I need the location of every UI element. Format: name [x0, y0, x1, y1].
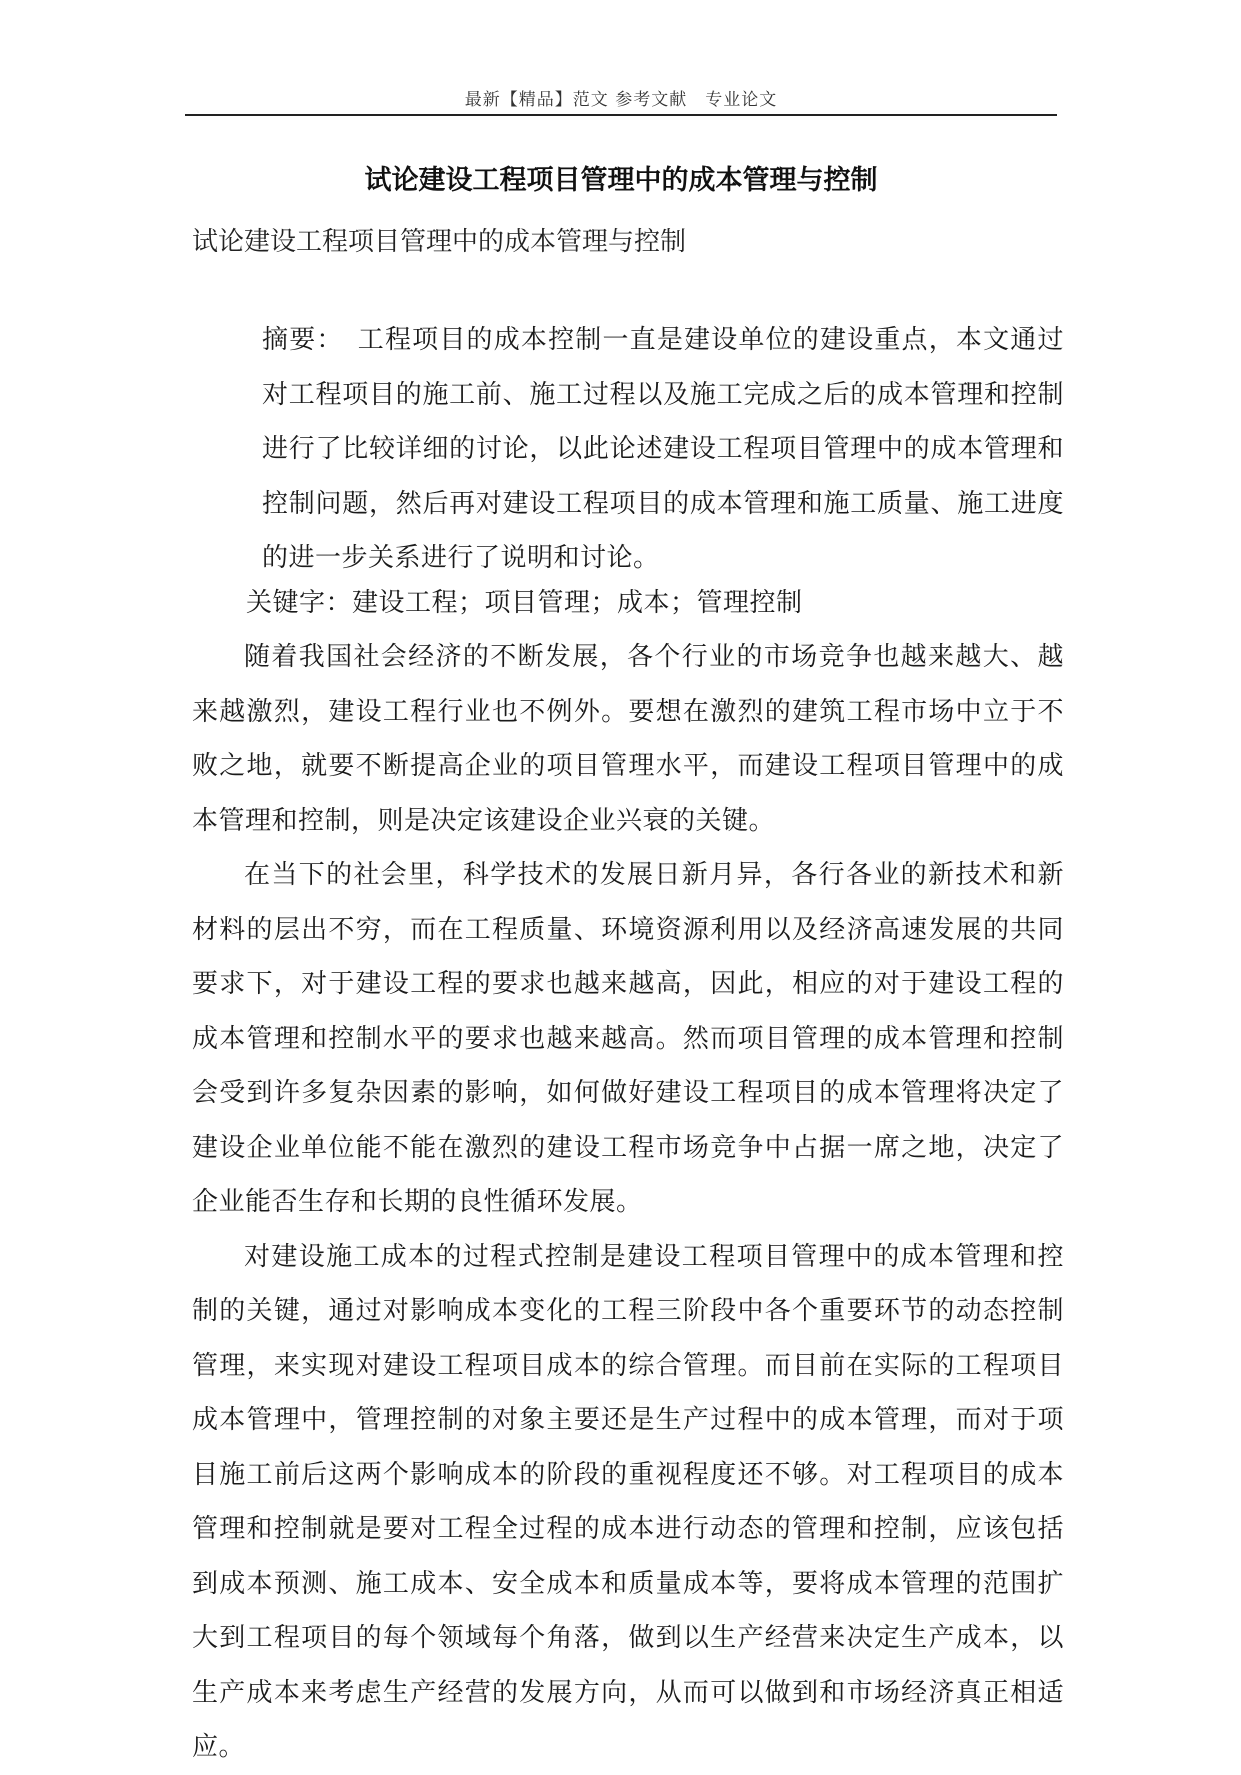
body-paragraph-3: 对建设施工成本的过程式控制是建设工程项目管理中的成本管理和控制的关键，通过对影响成本变化的工程三阶段中各个重要环节的动态控制管理，来实现对建设工程项目成本的综合管理。而目前在实际的工程项目成本管理中，管理控制的对象主要还是生产过程中的成本管理，而对于项目施工前后这两个影响成本的阶段的重视程度还不够。对工程项目的成本管理和控制就是要对工程全过程的成本进行动态的管理和控制，应该包括到成本预测、施工成本、安全成本和质量成本等，要将成本管理的范围扩大到工程项目的每个领域每个角落，做到以生产经营来决定生产成本，以生产成本来考虑生产经营的发展方向，从而可以做到和市场经济真正相适应。	[192, 1241, 1064, 1762]
keywords-line	[246, 576, 1064, 631]
abstract-section	[192, 313, 1064, 586]
keywords-section	[192, 576, 1064, 631]
keywords-label: 关键字：	[246, 588, 353, 618]
abstract-text: 工程项目的成本控制一直是建设单位的建设重点，本文通过对工程项目的施工前、施工过程以及施工完成之后的成本管理和控制进行了比较详细的讨论，以此论述建设工程项目管理中的成本管理和控制问题，然后再对建设工程项目的成本管理和施工质量、施工进度的进一步关系进行了说明和讨论。	[262, 325, 1064, 573]
header-divider	[185, 114, 1057, 116]
document-subtitle: 试论建设工程项目管理中的成本管理与控制	[192, 227, 687, 257]
abstract-label: 摘要：	[262, 325, 331, 355]
body-paragraph-1: 随着我国社会经济的不断发展，各个行业的市场竞争也越来越大、越来越激烈，建设工程行业也不例外。要想在激烈的建筑工程市场中立于不败之地，就要不断提高企业的项目管理水平，而建设工程项目管理中的成本管理和控制，则是决定该建设企业兴衰的关键。	[192, 642, 1064, 836]
page-header: 最新【精品】范文 参考文献 专业论文	[464, 90, 778, 110]
abstract-paragraph	[192, 313, 1064, 586]
body-content	[192, 630, 1064, 1775]
keywords-text: 建设工程；项目管理；成本；管理控制	[352, 588, 803, 618]
body-paragraph-2: 在当下的社会里，科学技术的发展日新月异，各行各业的新技术和新材料的层出不穷，而在工程质量、环境资源利用以及经济高速发展的共同要求下，对于建设工程的要求也越来越高，因此，相应的对于建设工程的成本管理和控制水平的要求也越来越高。然而项目管理的成本管理和控制会受到许多复杂因素的影响，如何做好建设工程项目的成本管理将决定了建设企业单位能不能在激烈的建设工程市场竞争中占据一席之地，决定了企业能否生存和长期的良性循环发展。	[192, 860, 1064, 1217]
document-title: 试论建设工程项目管理中的成本管理与控制	[364, 165, 878, 196]
